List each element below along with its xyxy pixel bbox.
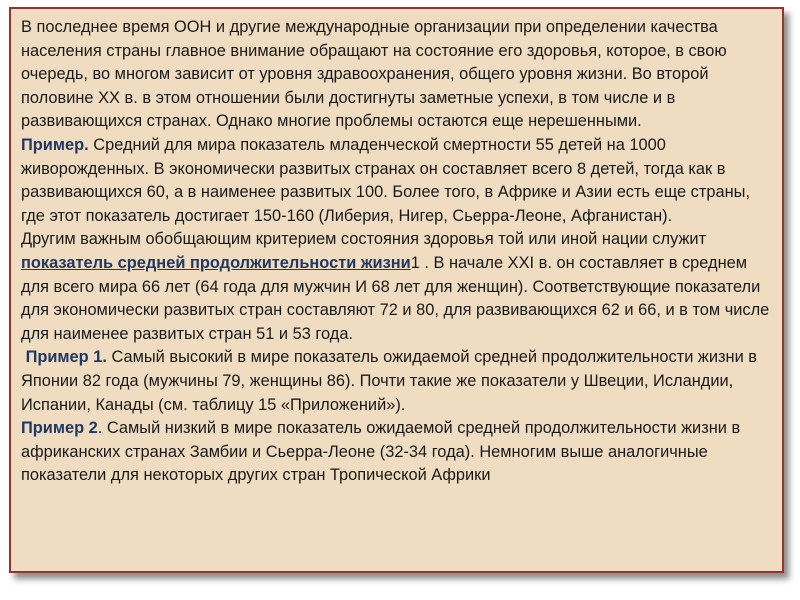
example-text: Средний для мира показатель младенческой смертности 55 детей на 1000 живорожденных. В экономически развитых странах он составляет всего 8 детей, тогда как в развивающихся 60, а в наименее развитых 100. Более того, в Африке и Азии есть еще страны, где этот показатель достигает 150-160 (Либерия, Нигер, Сьерра-Леоне, Афганистан). (21, 135, 751, 225)
life-expectancy-link[interactable]: показатель средней продолжительности жизни (21, 253, 411, 272)
example-2-label: Пример 2 (21, 419, 98, 438)
example-2-text: . Самый низкий в мире показатель ожидаемой средней продолжительности жизни в африканских странах Замбии и Сьерра-Леоне (32-34 года). Немногим выше аналогичные показатели для некоторых других стран Тропической Африки (21, 419, 741, 485)
paragraph-text-after: 1 . В начале XXI в. он составляет в среднем для всего мира 66 лет (64 года для мужчин И 68 лет для женщин). Соответствующие показатели для экономически развитых стран составляют 72 и 80, для развивающихся 62 и 66, и в том числе для наименее развитых стран 51 и 53 года. (21, 253, 770, 343)
example-1-label: Пример 1. (25, 348, 107, 367)
example-highest-life-expectancy (21, 346, 774, 417)
example-1-text: Самый высокий в мире показатель ожидаемой средней продолжительности жизни в Японии 82 года (мужчины 79, женщины 86). Почти такие же показатели у Швеции, Исландии, Испании, Канады (см. таблицу 15 «Приложений»). (21, 348, 758, 414)
text-box (9, 7, 784, 573)
paragraph-text-before: Другим важным обобщающим критерием состояния здоровья той или иной нации служит (21, 230, 707, 249)
example-lowest-life-expectancy (21, 417, 774, 488)
intro-text: В последнее время ООН и другие международные организации при определении качества населения страны главное внимание обращают на состояние его здоровья, которое, в свою очередь, во многом зависит от уровня здравоохранения, общего уровня жизни. Во второй половине XX в. в этом отношении были достигнуты заметные успехи, в том числе и в развивающихся странах. Однако многие проблемы остаются еще нерешенными. (21, 18, 727, 131)
example-label: Пример. (21, 135, 89, 154)
intro-paragraph (21, 16, 774, 134)
life-expectancy-paragraph (21, 228, 774, 346)
example-infant-mortality (21, 134, 774, 228)
